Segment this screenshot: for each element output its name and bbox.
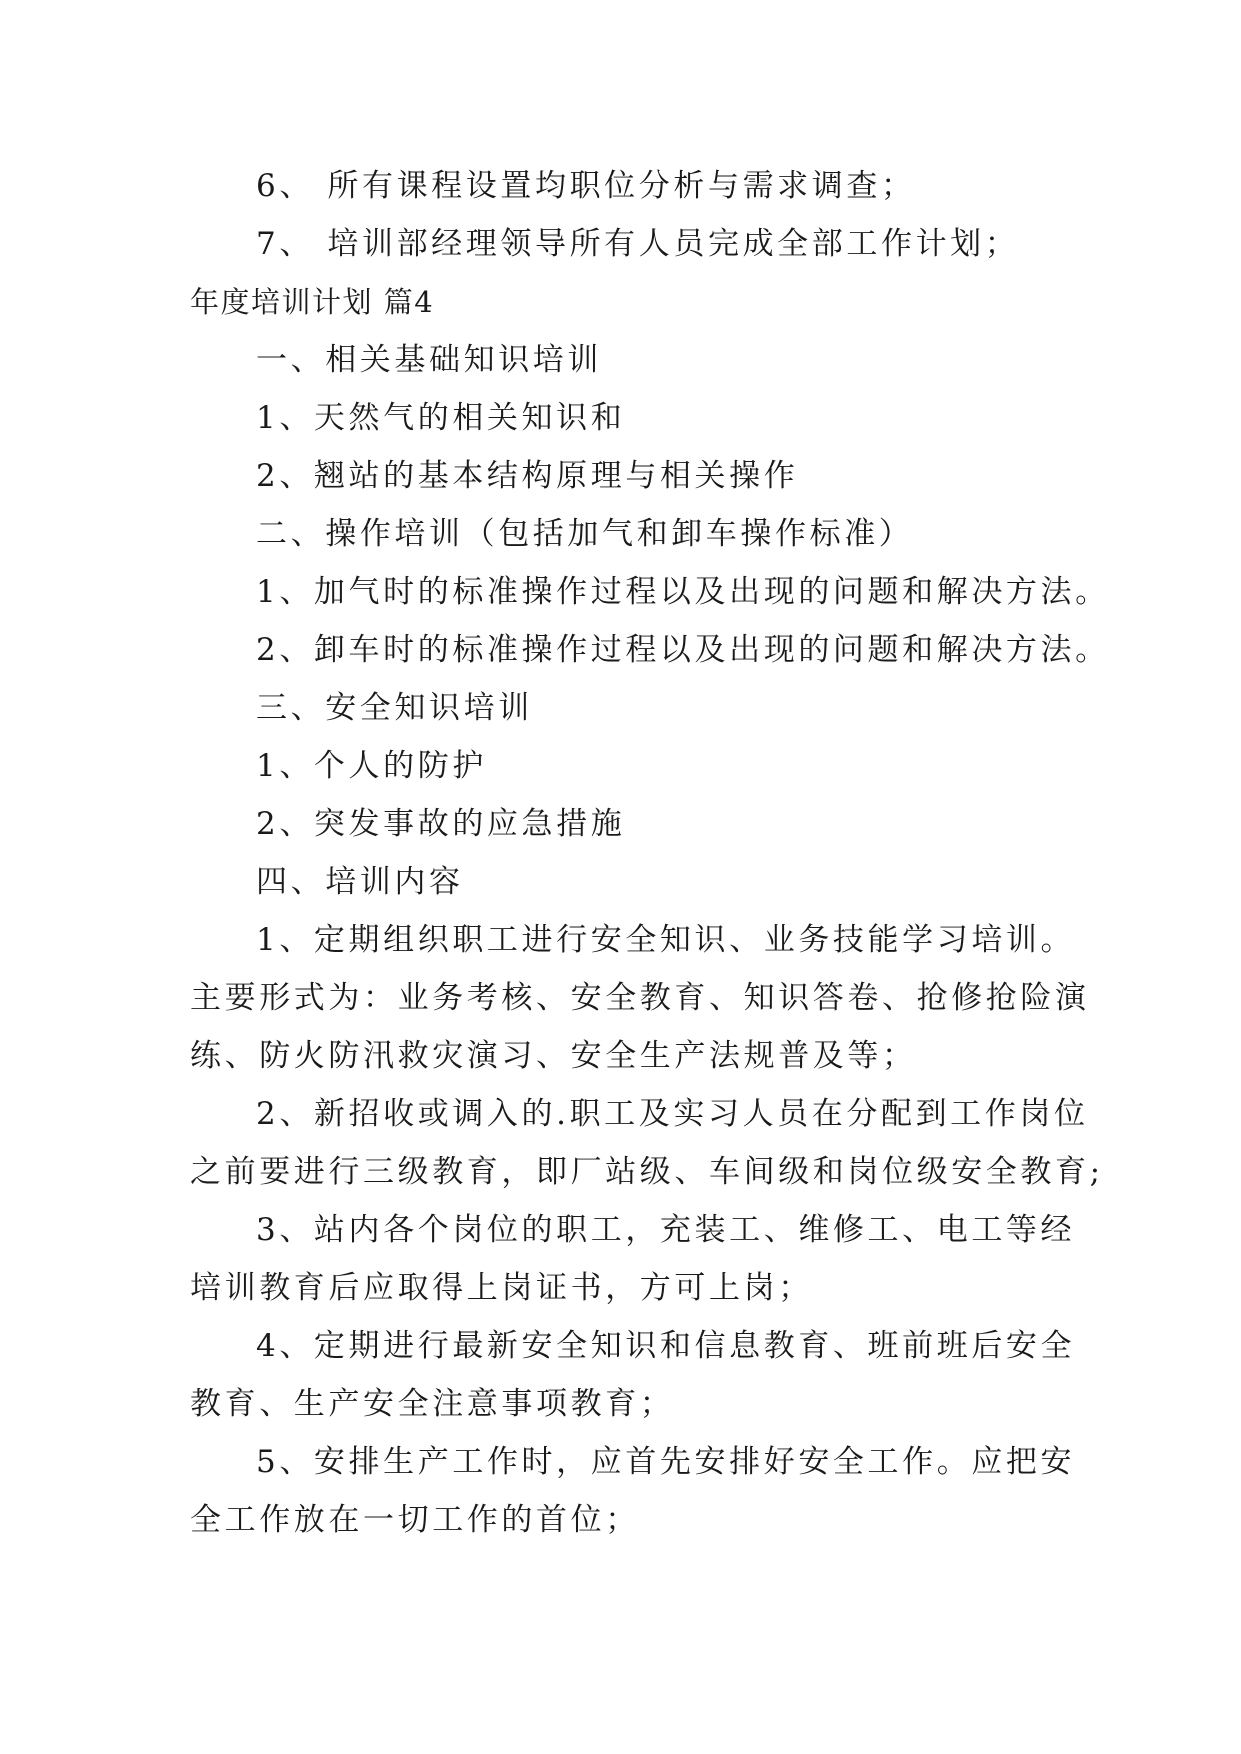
- paragraph-line: 培训教育后应取得上岗证书，方可上岗；: [190, 1270, 813, 1306]
- paragraph-line: 2、卸车时的标准操作过程以及出现的问题和解决方法。: [256, 632, 1110, 668]
- section-heading: 年度培训计划 篇4: [190, 285, 435, 319]
- paragraph-line: 4、定期进行最新安全知识和信息教育、班前班后安全: [256, 1328, 1076, 1364]
- paragraph-line: 教育、生产安全注意事项教育；: [190, 1386, 675, 1422]
- paragraph-line: 1、个人的防护: [256, 748, 487, 784]
- paragraph-line: 全工作放在一切工作的首位；: [190, 1502, 640, 1538]
- paragraph-line: 1、加气时的标准操作过程以及出现的问题和解决方法。: [256, 574, 1110, 610]
- section-title-2: 二、操作培训（包括加气和卸车操作标准）: [256, 516, 914, 552]
- paragraph-line: 之前要进行三级教育，即厂站级、车间级和岗位级安全教育;: [190, 1154, 1104, 1190]
- paragraph-line: 1、定期组织职工进行安全知识、业务技能学习培训。: [256, 922, 1076, 958]
- paragraph-line: 1、天然气的相关知识和: [256, 400, 626, 436]
- section-title-1: 一、相关基础知识培训: [256, 342, 602, 378]
- paragraph-line: 2、突发事故的应急措施: [256, 806, 626, 842]
- paragraph-line: 3、站内各个岗位的职工，充装工、维修工、电工等经: [256, 1212, 1076, 1248]
- paragraph-line: 主要形式为：业务考核、安全教育、知识答卷、抢修抢险演: [190, 980, 1090, 1016]
- list-item-6: 6、 所有课程设置均职位分析与需求调查；: [256, 168, 916, 204]
- paragraph-line: 2、翘站的基本结构原理与相关操作: [256, 458, 799, 494]
- paragraph-line: 2、新招收或调入的.职工及实习人员在分配到工作岗位: [256, 1096, 1089, 1132]
- list-item-7: 7、 培训部经理领导所有人员完成全部工作计划；: [256, 226, 1020, 262]
- section-title-3: 三、安全知识培训: [256, 690, 533, 726]
- section-title-4: 四、培训内容: [256, 864, 464, 900]
- paragraph-line: 练、防火防汛救灾演习、安全生产法规普及等；: [190, 1038, 917, 1074]
- paragraph-line: 5、安排生产工作时，应首先安排好安全工作。应把安: [256, 1444, 1076, 1480]
